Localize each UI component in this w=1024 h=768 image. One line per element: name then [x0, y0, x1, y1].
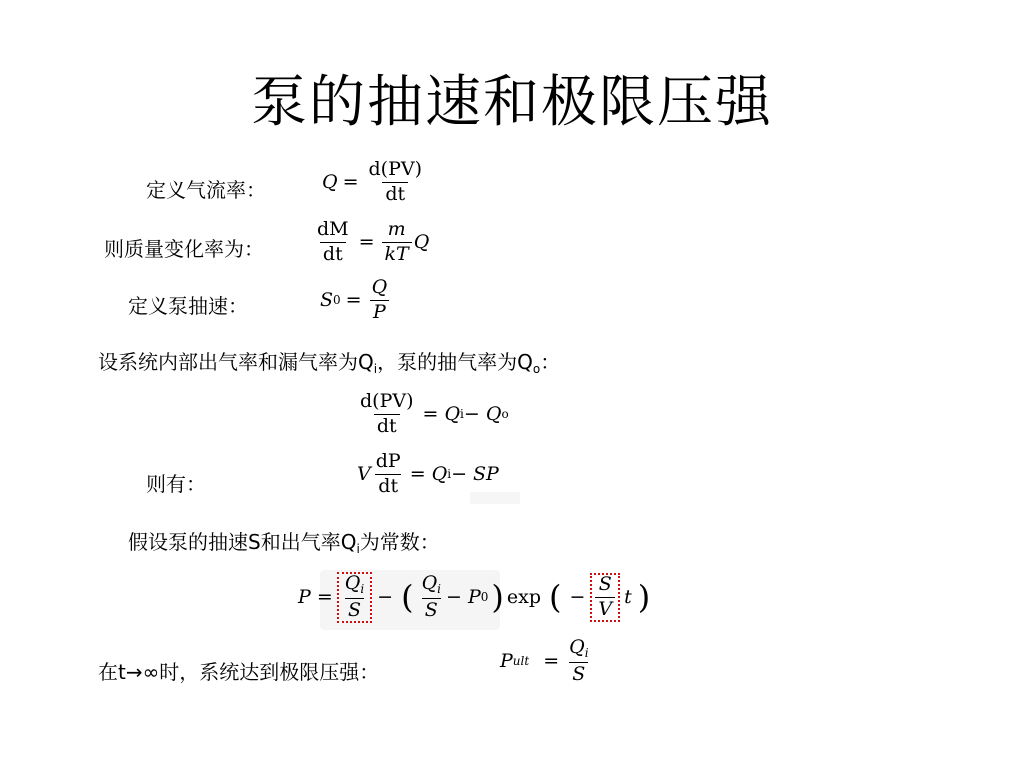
- eq1-numerator: d(PV): [368, 158, 422, 180]
- eq1-denominator: dt: [382, 182, 408, 205]
- eq2-rhs: Q: [413, 231, 430, 254]
- eq3-lhs: S: [320, 289, 334, 312]
- eq7-equals: =: [543, 650, 560, 673]
- highlight-box-2: [590, 573, 620, 622]
- eq6-fraction-3: [595, 572, 615, 620]
- eq6-f2-den: S: [422, 598, 441, 621]
- equation-gas-flow: [322, 160, 427, 205]
- eq6-t: t: [624, 586, 632, 609]
- eq3-numerator: Q: [371, 276, 388, 298]
- equation-mass-rate: [312, 220, 429, 265]
- eq6-left-paren-2: (: [549, 578, 562, 617]
- eq5-fraction: [373, 452, 404, 497]
- eq7-num: Q: [569, 636, 585, 658]
- eq4-rhs: = Q: [422, 403, 461, 426]
- equation-pump-speed: [320, 278, 392, 323]
- eq6-exp: exp: [506, 586, 541, 609]
- eq3-equals: =: [345, 289, 362, 312]
- eq2-equals: =: [358, 231, 375, 254]
- label-limit-pressure: 在t→∞时，系统达到极限压强：: [98, 660, 380, 684]
- assume-sub-i: i: [373, 362, 378, 376]
- slide-title: 泵的抽速和极限压强: [251, 70, 773, 135]
- eq4-sub1: i: [460, 407, 464, 422]
- eq6-left-paren: (: [401, 578, 414, 617]
- const-prefix: 假设泵的抽速S和出气率Q: [128, 530, 357, 554]
- eq5-numerator: dP: [375, 450, 401, 472]
- eq6-f2-num: Q: [421, 572, 438, 594]
- eq3-fraction: [369, 278, 391, 323]
- eq6-minus: −: [377, 586, 394, 609]
- assume-prefix: 设系统内部出气率和漏气率为Q: [98, 350, 374, 374]
- equation-pressure-ode: [357, 452, 499, 497]
- eq6-right-paren: ): [491, 578, 504, 617]
- assume-end: ：: [540, 350, 561, 374]
- eq1-fraction: [366, 160, 426, 205]
- eq2-fraction-left: [314, 220, 352, 265]
- eq2-den-left: dt: [320, 242, 346, 265]
- eq4-denominator: dt: [374, 414, 400, 437]
- equation-ultimate-pressure: [500, 638, 594, 685]
- eq5-rhs: = Q: [409, 463, 448, 486]
- eq6-f3-den: V: [595, 597, 615, 620]
- eq4-numerator: d(PV): [360, 390, 414, 412]
- eq6-lhs: P =: [298, 586, 333, 609]
- eq4-minus: − Q: [463, 403, 502, 426]
- label-then-have: 则有：: [146, 472, 206, 496]
- eq6-fraction-2: [419, 574, 444, 621]
- eq5-sub1: i: [447, 467, 452, 482]
- eq1-equals: =: [342, 171, 359, 194]
- const-end: 为常数：: [359, 530, 440, 554]
- eq6-right-paren-2: ): [637, 578, 651, 617]
- eq6-inner-sub: 0: [480, 590, 489, 605]
- eq6-inner-minus: − P: [446, 586, 481, 609]
- eq2-fraction-right: [382, 220, 412, 265]
- eq6-f2-num-sub: i: [437, 582, 441, 596]
- label-assumption: [98, 346, 560, 376]
- eq7-fraction: [566, 638, 591, 685]
- label-mass-rate: 则质量变化率为：: [104, 237, 264, 261]
- assume-mid: ，泵的抽气率为Q: [377, 350, 533, 374]
- eq2-den-right: kT: [382, 242, 412, 265]
- eq3-denominator: P: [370, 300, 389, 323]
- eq6-f1-num-sub: i: [360, 582, 365, 596]
- eq2-num-left: dM: [317, 218, 349, 240]
- eq6-f1-num: Q: [344, 572, 361, 594]
- label-constants: [128, 526, 440, 556]
- eq6-f3-num: S: [598, 572, 612, 595]
- eq7-lhs: P: [500, 650, 513, 673]
- eq1-lhs: Q: [322, 171, 338, 194]
- label-gas-flow: 定义气流率：: [146, 178, 266, 202]
- eq7-den: S: [569, 662, 588, 685]
- eq6-f1-den: S: [345, 598, 364, 621]
- equation-pressure-solution: [298, 572, 653, 623]
- eq7-lhs-sub: ult: [512, 654, 530, 669]
- equation-balance: [355, 392, 509, 437]
- eq5-denominator: dt: [375, 474, 401, 497]
- const-sub-i: i: [356, 542, 360, 556]
- eq7-num-sub: i: [584, 646, 589, 660]
- assume-sub-o: o: [532, 362, 541, 376]
- eq3-lhs-sub: 0: [333, 293, 341, 308]
- eq4-fraction: [357, 392, 417, 437]
- eq5-pre: V: [357, 463, 371, 486]
- highlight-box-1: [337, 572, 372, 623]
- eq6-neg: −: [569, 586, 586, 609]
- label-pump-speed: 定义泵抽速：: [128, 294, 248, 318]
- eq2-num-right: m: [387, 218, 406, 240]
- eq4-sub2: o: [501, 407, 509, 422]
- eq5-tail: − SP: [451, 463, 499, 486]
- eq6-fraction-1: [342, 574, 367, 621]
